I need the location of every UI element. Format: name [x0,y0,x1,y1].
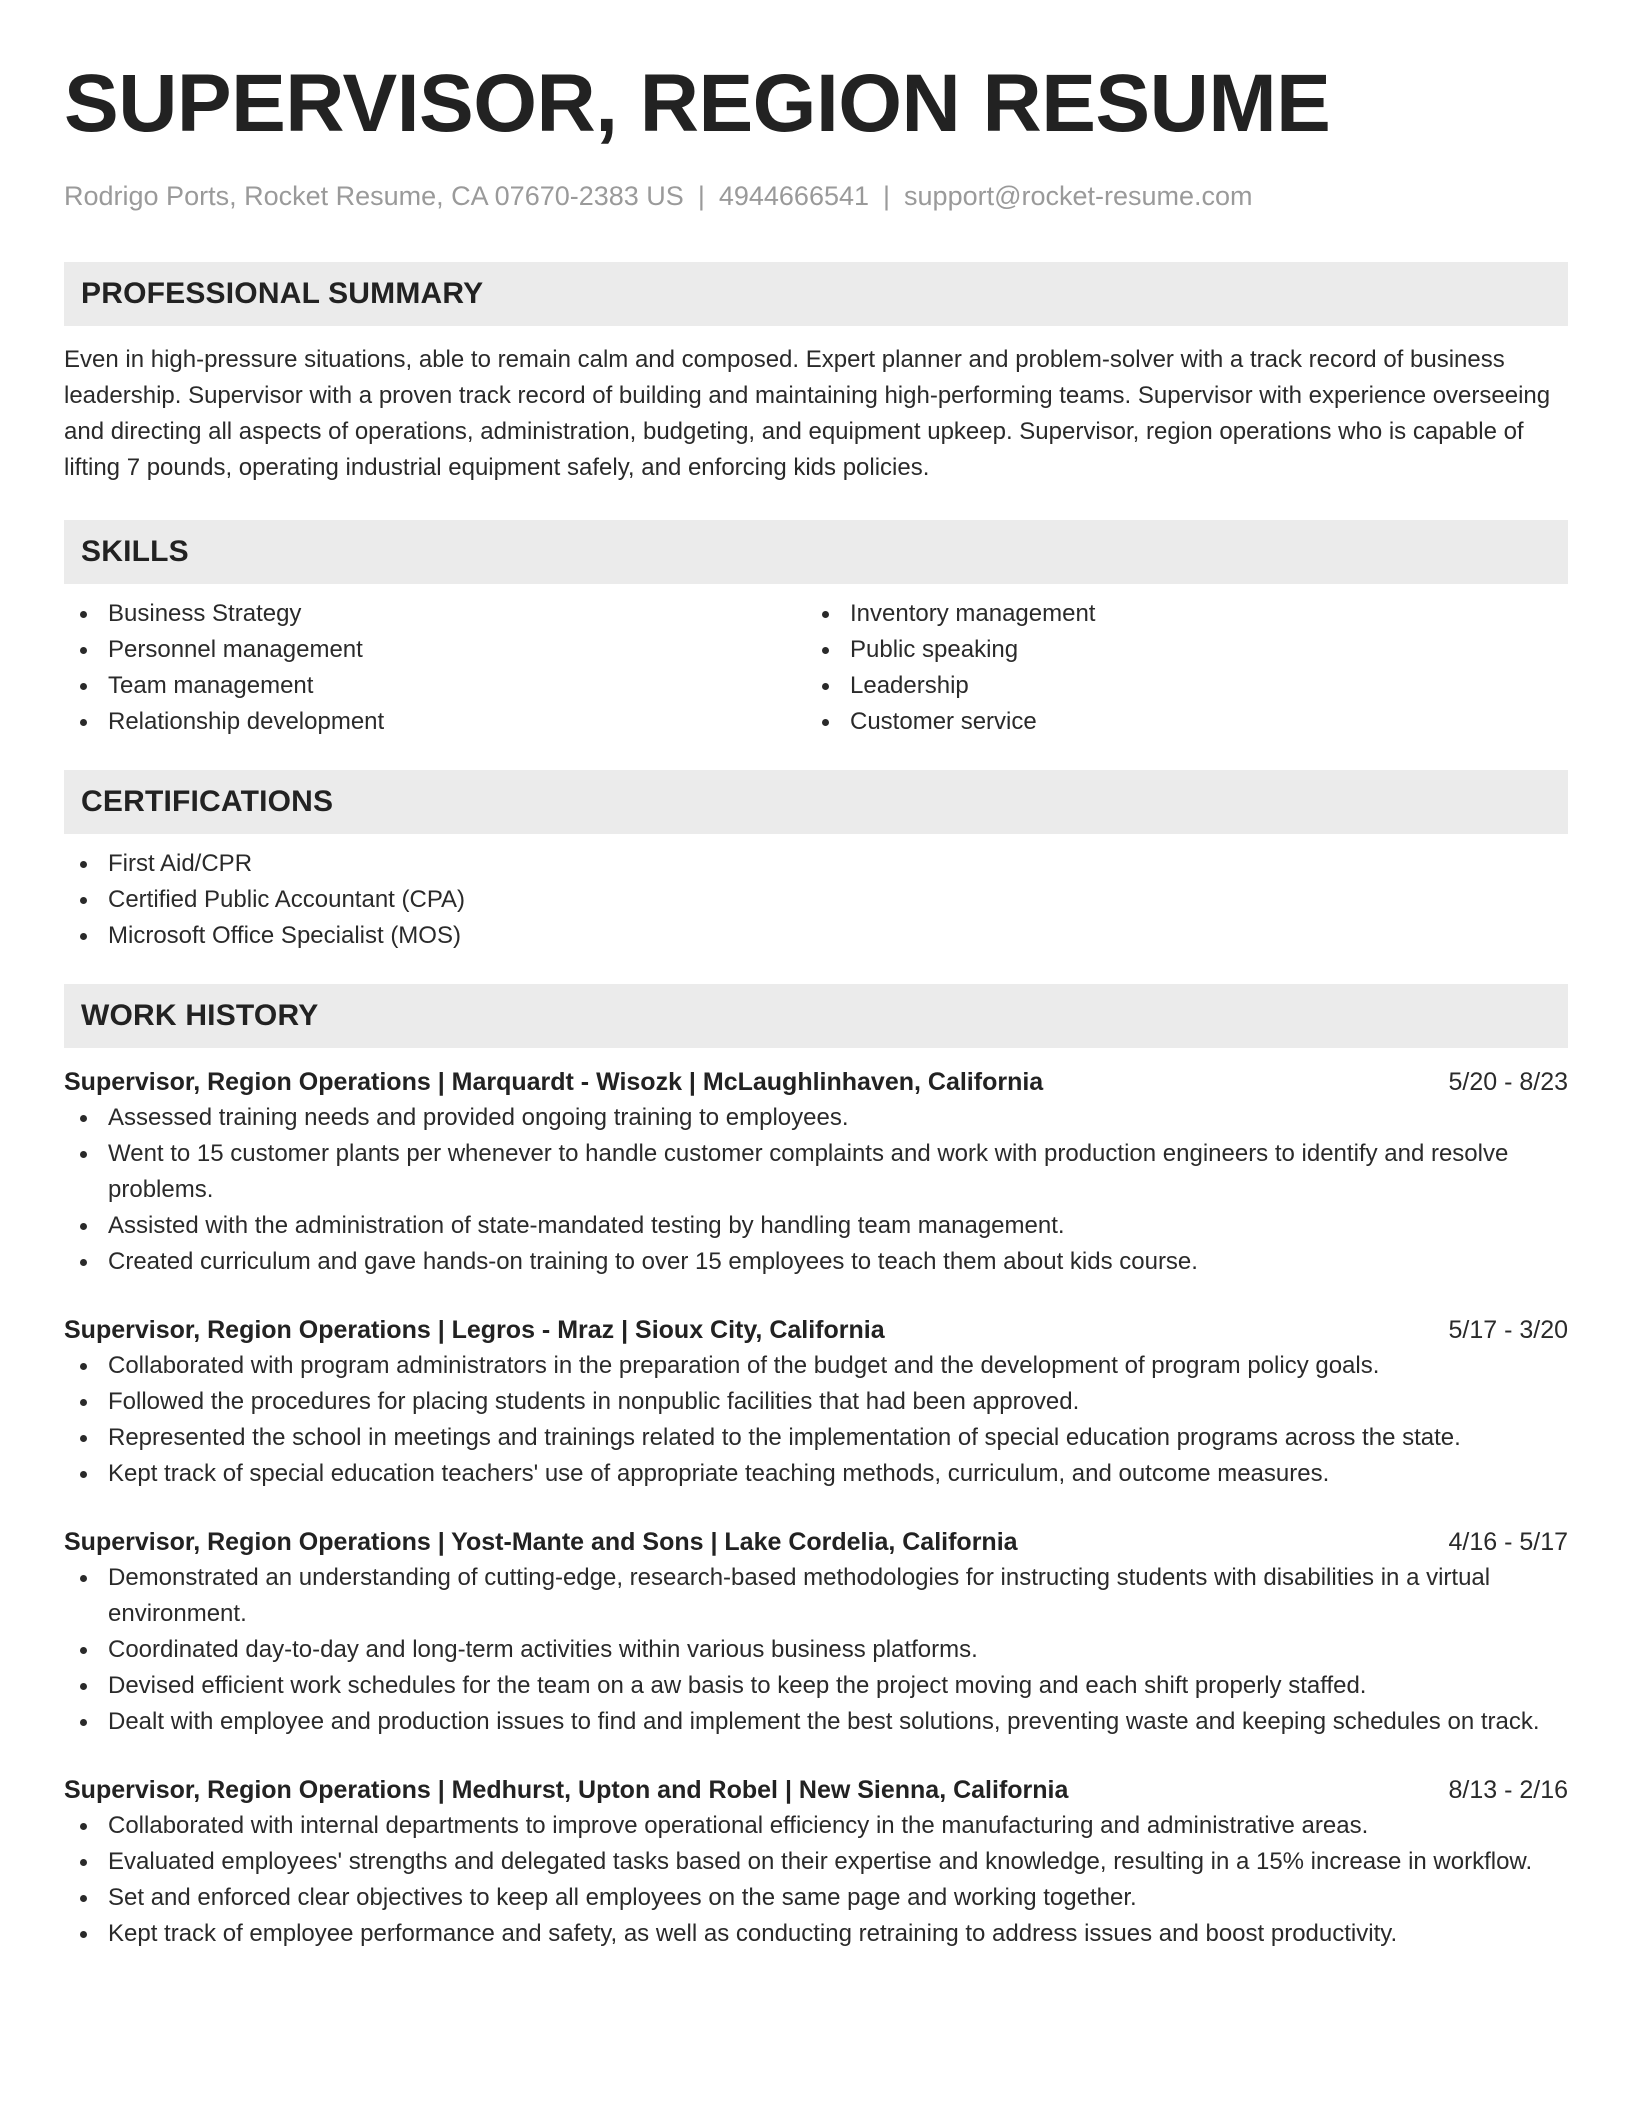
job-bullet: Demonstrated an understanding of cutting-edge, research-based methodologies for instructing students with disabilities in a virtual environment. [64,1560,1568,1632]
job-title: Supervisor, Region Operations | Medhurst, Upton and Robel | New Sienna, California [64,1776,1069,1804]
contact-separator: | [697,181,705,211]
skill-item: Public speaking [806,632,1568,668]
certification-item: Certified Public Accountant (CPA) [64,882,1568,918]
job-entry [64,1524,1568,1740]
job-bullets [64,1100,1568,1280]
skill-item: Business Strategy [64,596,806,632]
job-header [64,1524,1568,1560]
skill-item: Inventory management [806,596,1568,632]
section-header-certifications: CERTIFICATIONS [64,770,1568,834]
job-dates: 4/16 - 5/17 [1448,1528,1568,1556]
job-header [64,1312,1568,1348]
summary-text: Even in high-pressure situations, able to remain calm and composed. Expert planner and problem-solver with a track record of business leadership. Supervisor with a proven track record of building and maintaining high-performing teams. Supervisor with experience overseeing and directing all aspects of operations, administration, budgeting, and equipment upkeep. Supervisor, region operations who is capable of lifting 7 pounds, operating industrial equipment safely, and enforcing kids policies. [64,346,1551,481]
contact-separator: | [883,181,891,211]
job-bullet: Represented the school in meetings and trainings related to the implementation of special education programs across the state. [64,1420,1568,1456]
certifications-list [64,846,1568,954]
skills-column-left [64,596,806,740]
job-bullet: Coordinated day-to-day and long-term activities within various business platforms. [64,1632,1568,1668]
contact-line [64,178,1568,214]
job-bullet: Devised efficient work schedules for the team on a aw basis to keep the project moving and each shift properly staffed. [64,1668,1568,1704]
job-header [64,1772,1568,1808]
job-dates: 5/17 - 3/20 [1448,1316,1568,1344]
job-bullet: Set and enforced clear objectives to keep all employees on the same page and working together. [64,1880,1568,1916]
job-bullet: Assessed training needs and provided ongoing training to employees. [64,1100,1568,1136]
job-bullet: Kept track of employee performance and safety, as well as conducting retraining to address issues and boost productivity. [64,1916,1568,1952]
certification-item: First Aid/CPR [64,846,1568,882]
job-bullet: Kept track of special education teachers' use of appropriate teaching methods, curriculum, and outcome measures. [64,1456,1568,1492]
job-entry [64,1064,1568,1280]
job-bullet: Collaborated with program administrators in the preparation of the budget and the development of program policy goals. [64,1348,1568,1384]
job-title: Supervisor, Region Operations | Yost-Mante and Sons | Lake Cordelia, California [64,1528,1018,1556]
job-entry [64,1772,1568,1952]
job-header [64,1064,1568,1100]
job-bullet: Evaluated employees' strengths and delegated tasks based on their expertise and knowledge, resulting in a 15% increase in workflow. [64,1844,1568,1880]
skill-item: Customer service [806,704,1568,740]
job-bullet: Created curriculum and gave hands-on training to over 15 employees to teach them about kids course. [64,1244,1568,1280]
job-bullets [64,1808,1568,1952]
skills-column-right [806,596,1568,740]
contact-email: support@rocket-resume.com [904,181,1253,211]
section-header-work-history: WORK HISTORY [64,984,1568,1048]
skill-item: Personnel management [64,632,806,668]
contact-phone: 4944666541 [718,181,870,211]
certification-item: Microsoft Office Specialist (MOS) [64,918,1568,954]
job-bullet: Assisted with the administration of state-mandated testing by handling team management. [64,1208,1568,1244]
contact-address: Rodrigo Ports, Rocket Resume, CA 07670-2383 US [64,181,684,211]
job-dates: 8/13 - 2/16 [1448,1776,1568,1804]
job-title: Supervisor, Region Operations | Marquardt - Wisozk | McLaughlinhaven, California [64,1068,1044,1096]
job-bullets [64,1560,1568,1740]
section-header-summary: PROFESSIONAL SUMMARY [64,262,1568,326]
job-bullet: Followed the procedures for placing students in nonpublic facilities that had been approved. [64,1384,1568,1420]
job-title: Supervisor, Region Operations | Legros - Mraz | Sioux City, California [64,1316,885,1344]
section-header-skills: SKILLS [64,520,1568,584]
job-dates: 5/20 - 8/23 [1448,1068,1568,1096]
skill-item: Relationship development [64,704,806,740]
job-bullets [64,1348,1568,1492]
skill-item: Leadership [806,668,1568,704]
job-bullet: Dealt with employee and production issues to find and implement the best solutions, preventing waste and keeping schedules on track. [64,1704,1568,1740]
skills-list [64,596,1568,740]
skill-item: Team management [64,668,806,704]
job-entry [64,1312,1568,1492]
job-bullet: Collaborated with internal departments to improve operational efficiency in the manufacturing and administrative areas. [64,1808,1568,1844]
job-bullet: Went to 15 customer plants per whenever to handle customer complaints and work with production engineers to identify and resolve problems. [64,1136,1568,1208]
resume-title: SUPERVISOR, REGION RESUME [64,58,1331,149]
